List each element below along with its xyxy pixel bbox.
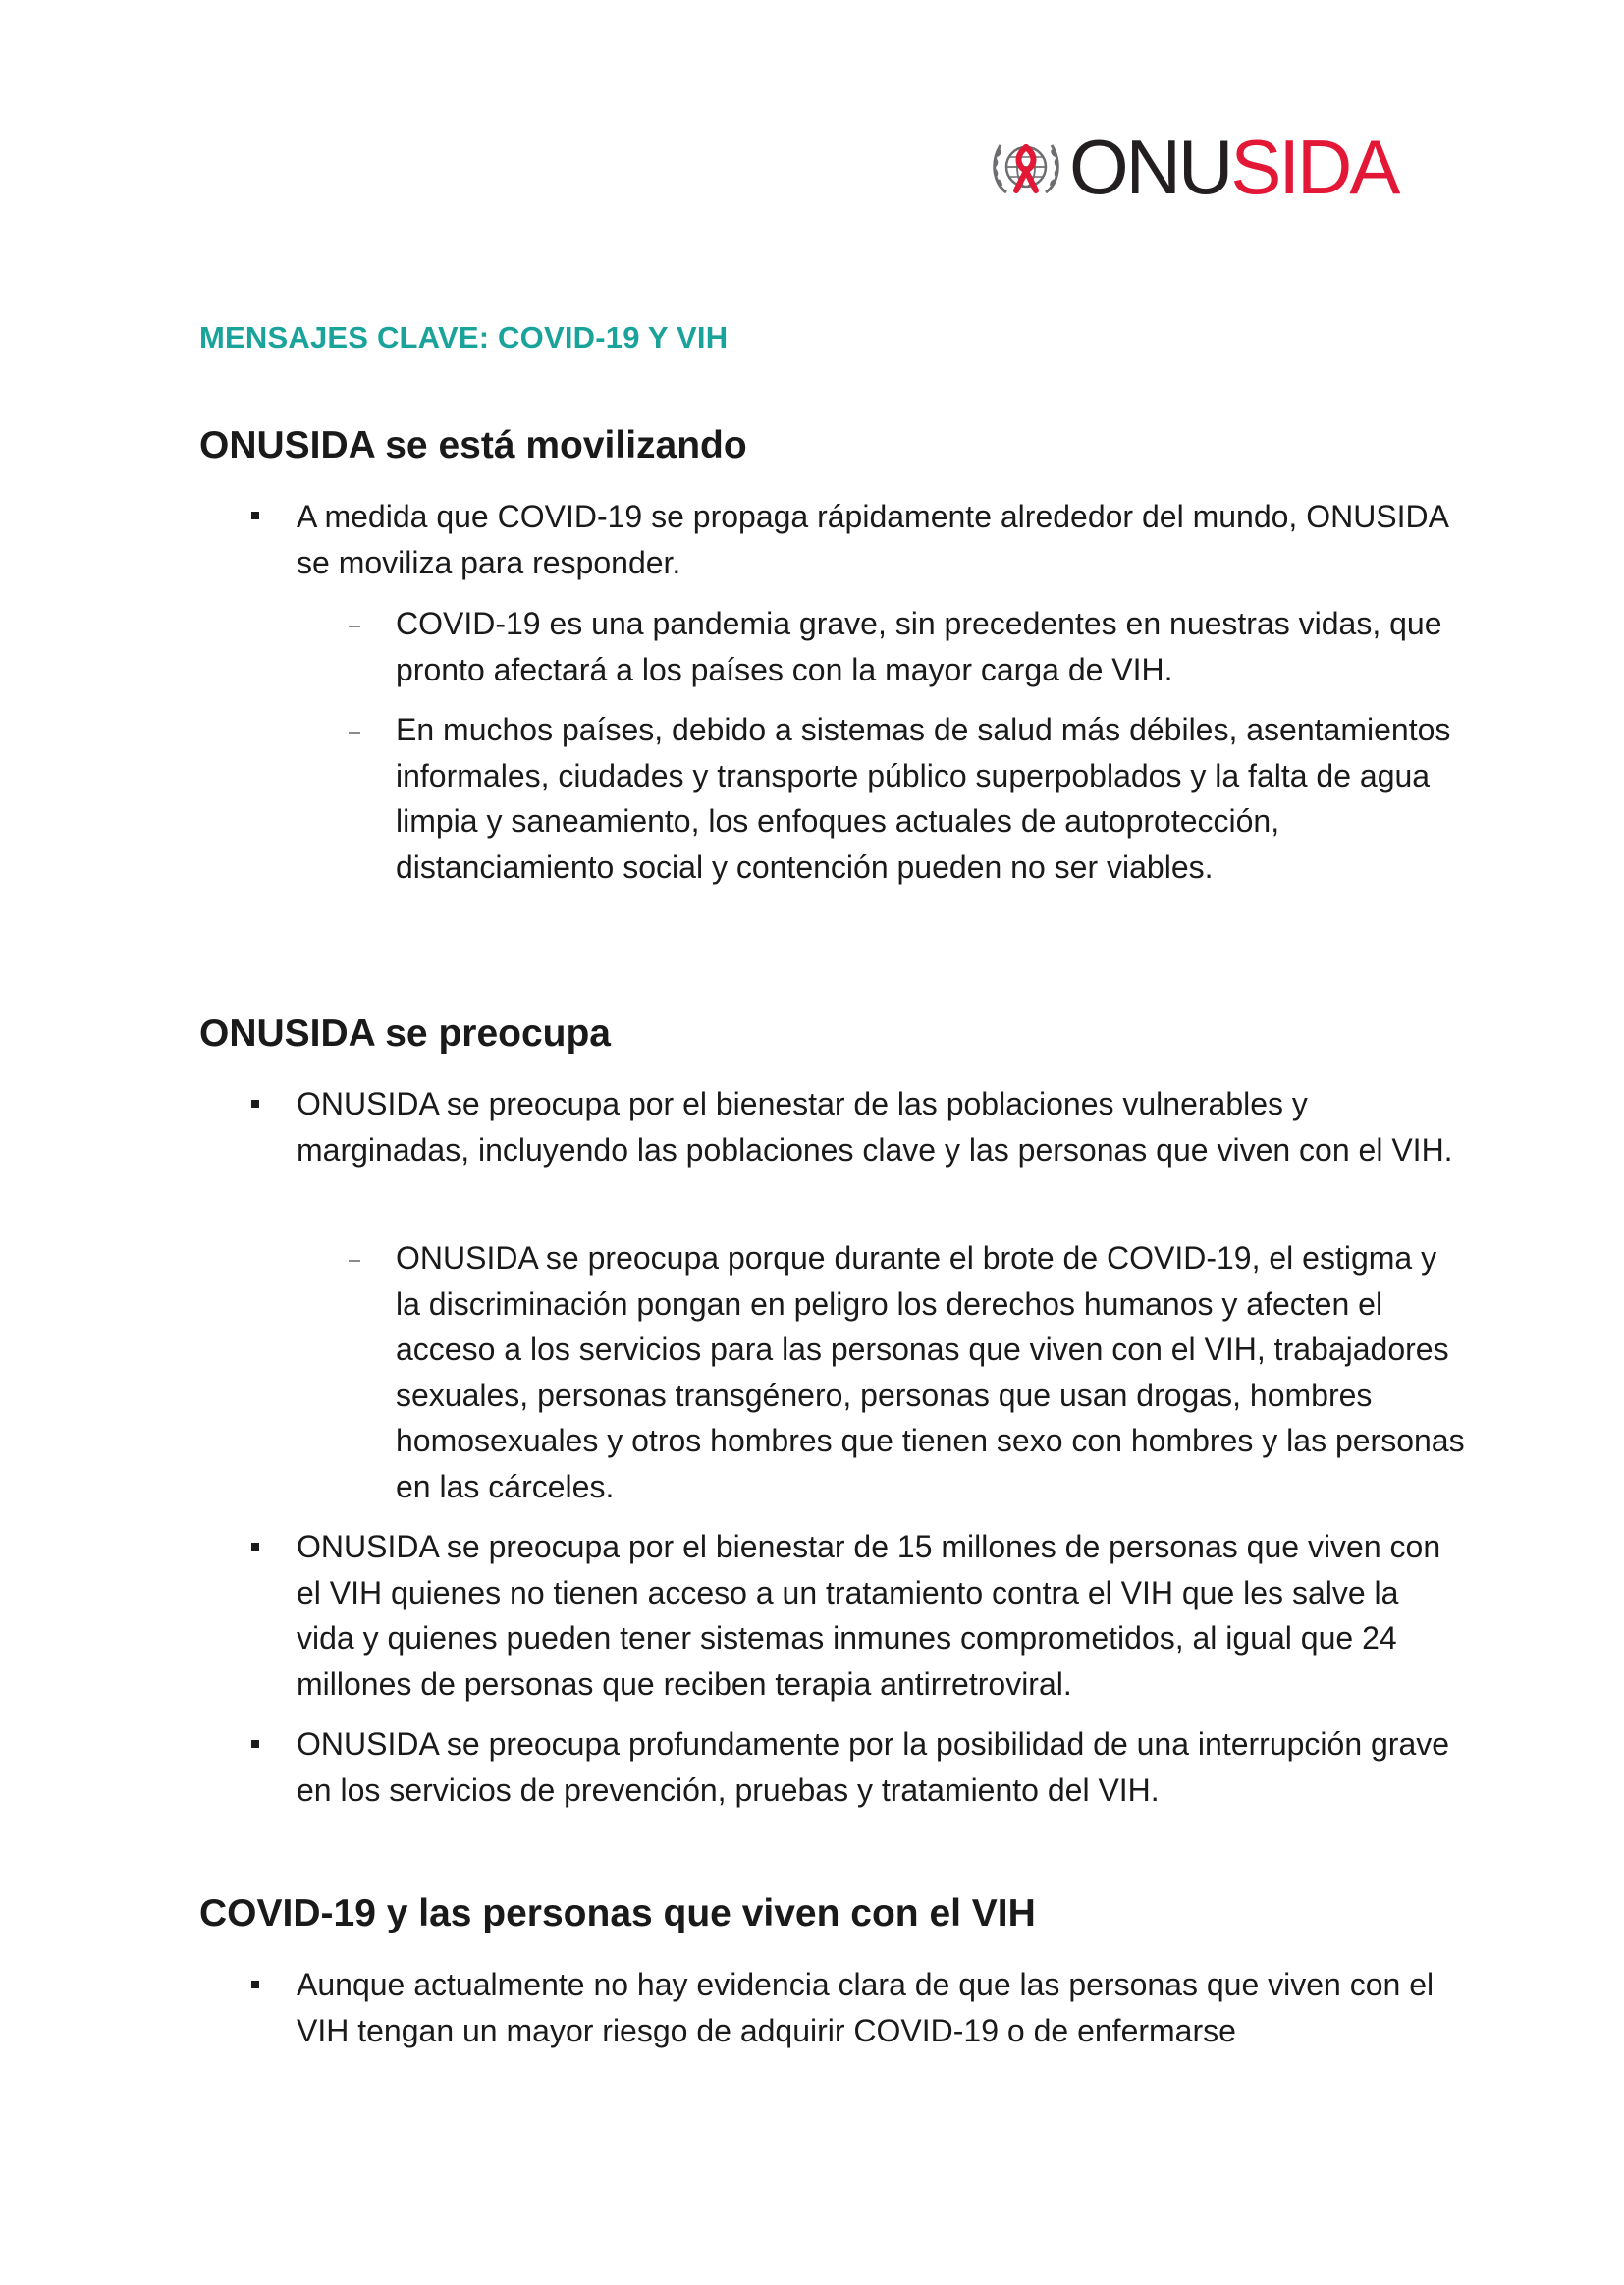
logo-wordmark-sida: SIDA xyxy=(1230,124,1398,210)
logo-wordmark-onu: ONU xyxy=(1069,124,1231,210)
bullet-marker xyxy=(251,1543,259,1551)
section-heading-covid-vih: COVID-19 y las personas que viven con el VIH xyxy=(199,1892,1036,1934)
document-kicker: MENSAJES CLAVE: COVID-19 Y VIH xyxy=(199,320,729,354)
section-heading-preocupa: ONUSIDA se preocupa xyxy=(199,1012,611,1055)
list-item: Aunque actualmente no hay evidencia clara de que las personas que viven con el VIH tengan un mayor riesgo de adquirir COVID-19 o de enfermarse xyxy=(297,1967,1435,2048)
dash-marker xyxy=(349,1260,360,1262)
bullet-marker xyxy=(251,1981,259,1988)
dash-marker xyxy=(349,626,360,627)
bullet-marker xyxy=(251,1740,259,1748)
list-item: COVID-19 es una pandemia grave, sin precedentes en nuestras vidas, que pronto afectará a los países con la mayor carga de VIH. xyxy=(396,606,1442,687)
list-item: ONUSIDA se preocupa por el bienestar de las poblaciones vulnerables y marginadas, incluyendo las poblaciones clave y las personas que viven con el VIH. xyxy=(297,1086,1453,1168)
list-item: ONUSIDA se preocupa porque durante el brote de COVID-19, el estigma y la discriminación pongan en peligro los derechos humanos y afecten el acceso a los servicios para las personas que viven con el VIH, trabajadores sexuales, personas transgénero, personas que usan drogas, hombres homosexuales y otros hombres que tienen sexo con hombres y las personas en las cárceles. xyxy=(396,1240,1465,1504)
list-item: ONUSIDA se preocupa profundamente por la posibilidad de una interrupción grave en los servicios de prevención, pruebas y tratamiento del VIH. xyxy=(297,1726,1450,1808)
list-item: ONUSIDA se preocupa por el bienestar de 15 millones de personas que viven con el VIH quienes no tienen acceso a un tratamiento contra el VIH que les salve la vida y quienes pueden tener sistemas inmunes comprometidos, al igual que 24 millones de personas que reciben terapia antirretroviral. xyxy=(297,1529,1441,1702)
list-item: A medida que COVID-19 se propaga rápidamente alrededor del mundo, ONUSIDA se moviliza para responder. xyxy=(297,499,1448,580)
dash-marker xyxy=(349,732,360,734)
list-item: En muchos países, debido a sistemas de salud más débiles, asentamientos informales, ciudades y transporte público superpoblados y la falta de agua limpia y saneamiento, los enfoques actuales de autoprotección, distanciamiento social y contención pueden no ser viables. xyxy=(396,712,1451,885)
onusida-logo xyxy=(987,124,1398,210)
bullet-marker xyxy=(251,512,259,519)
section-heading-movilizando: ONUSIDA se está movilizando xyxy=(199,424,747,466)
bullet-marker xyxy=(251,1100,259,1108)
logo-wordmark xyxy=(1069,124,1398,210)
un-emblem-red-ribbon-icon xyxy=(987,128,1065,206)
